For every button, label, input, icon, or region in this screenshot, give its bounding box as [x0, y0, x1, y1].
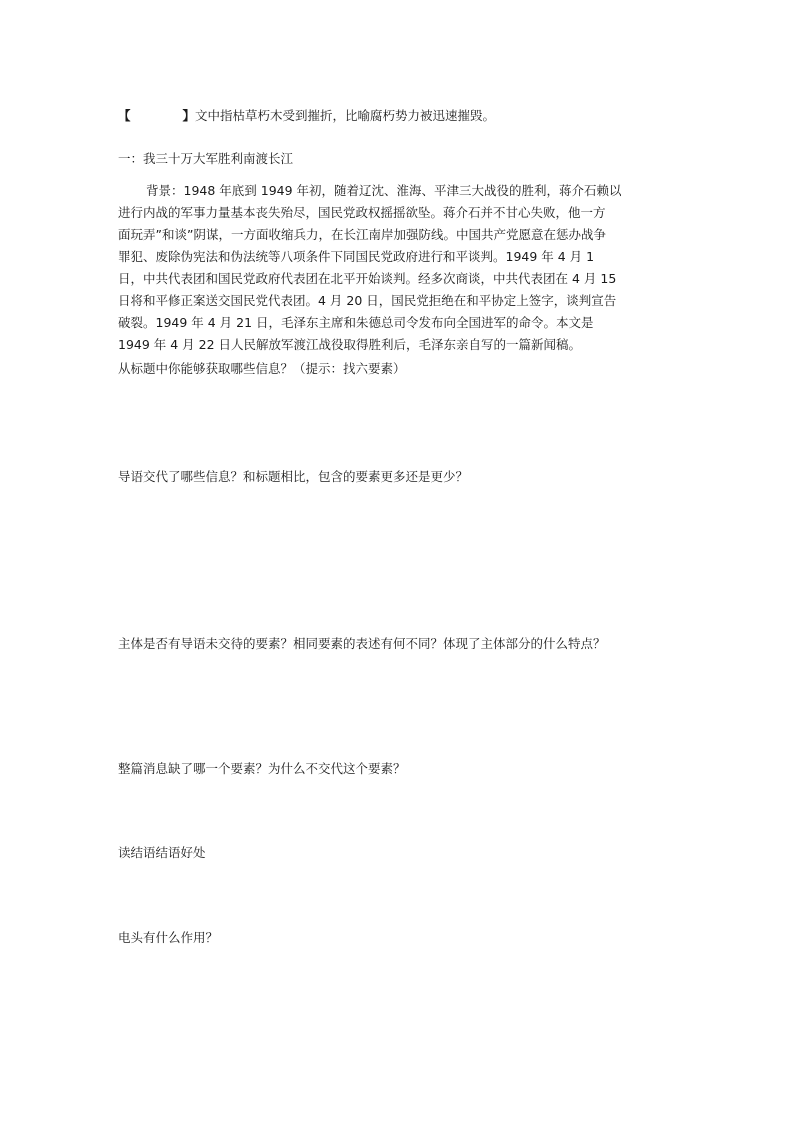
question-missing-element: 整篇消息缺了哪一个要素？为什么不交代这个要素？ — [118, 761, 406, 776]
background-line: 罪犯、废除伪宪法和伪法统等八项条件下同国民党政府进行和平谈判。1949 年 4 月 1 — [118, 249, 595, 264]
background-line: 背景：1948 年底到 1949 年初，随着辽沈、淮海、平津三大战役的胜利，蒋介石赖以 — [146, 183, 622, 198]
background-line: 进行内战的军事力量基本丧失殆尽，国民党政权摇摇欲坠。蒋介石并不甘心失败，他一方 — [118, 205, 606, 220]
close-bracket: 】 — [182, 108, 196, 123]
annotation-line — [118, 108, 495, 124]
question-title-info: 从标题中你能够获取哪些信息？（提示：找六要素） — [118, 361, 406, 376]
open-bracket: 【 — [118, 108, 131, 123]
background-line: 破裂。1949 年 4 月 21 日，毛泽东主席和朱德总司令发布向全国进军的命令。本文是 — [118, 315, 594, 330]
question-dateline: 电头有什么作用？ — [118, 930, 219, 945]
question-lead: 导语交代了哪些信息？和标题相比，包含的要素更多还是更少？ — [118, 469, 469, 484]
section-title: 一：我三十万大军胜利南渡长江 — [118, 151, 294, 166]
question-body: 主体是否有导语未交待的要素？相同要素的表述有何不同？体现了主体部分的什么特点？ — [118, 636, 606, 651]
annotation-text: 文中指枯草朽木受到摧折，比喻腐朽势力被迅速摧毁。 — [195, 108, 496, 123]
background-line: 日将和平修正案送交国民党代表团。4 月 20 日，国民党拒绝在和平协定上签字，谈判宣告 — [118, 293, 617, 308]
background-line: 面玩弄”和谈”阴谋，一方面收缩兵力，在长江南岸加强防线。中国共产党愿意在惩办战争 — [118, 227, 606, 242]
question-conclusion: 读结语结语好处 — [118, 845, 206, 860]
background-line: 1949 年 4 月 22 日人民解放军渡江战役取得胜利后，毛泽东亲自写的一篇新闻稿。 — [118, 337, 582, 352]
background-line: 日，中共代表团和国民党政府代表团在北平开始谈判。经多次商谈，中共代表团在 4 月 15 — [118, 271, 617, 286]
